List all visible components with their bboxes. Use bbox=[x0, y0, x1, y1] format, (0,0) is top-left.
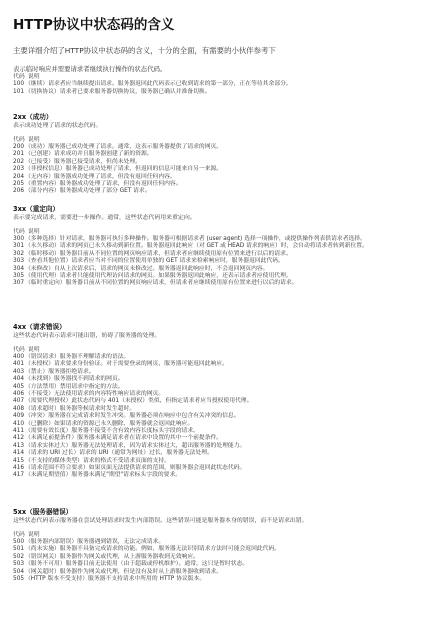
status-description: （查看其他位置）请求者应当对不同的位置使用单独的 GET 请求来检索响应时，服务器返回此代码。 bbox=[25, 258, 284, 265]
status-description: （网关超时）服务器作为网关或代理，但是没有及时从上游服务器收到请求。 bbox=[25, 568, 223, 575]
section-4xx bbox=[13, 323, 433, 480]
status-code: 505 bbox=[13, 576, 25, 583]
code-row bbox=[13, 174, 433, 181]
section-title: 5xx（服务器错误） bbox=[13, 508, 73, 516]
status-code: 101 bbox=[13, 88, 25, 95]
code-row bbox=[13, 398, 433, 405]
code-row bbox=[13, 413, 433, 420]
status-code: 302 bbox=[13, 250, 25, 257]
code-list bbox=[13, 539, 433, 583]
status-code: 410 bbox=[13, 420, 25, 427]
code-row bbox=[13, 450, 433, 457]
section-3xx bbox=[13, 205, 433, 288]
status-code: 408 bbox=[13, 405, 25, 412]
status-description: （临时移动）服务器目前从不同位置的网页响应请求，但请求者应继续使用原有位置来进行以后的请求。 bbox=[25, 250, 292, 257]
status-description: （不接受）无法使用请求的内容特性响应请求的网页。 bbox=[25, 391, 165, 398]
code-row bbox=[13, 458, 433, 465]
status-description: （禁止）服务器拒绝请求。 bbox=[25, 368, 95, 375]
code-list bbox=[13, 236, 433, 288]
intro-text: 表示临时响应并需要请求者继续执行操作的状态代码。 bbox=[13, 65, 167, 73]
section-title: 4xx（请求错误） bbox=[13, 323, 66, 331]
section-description: 表示要完成请求，需要进一步操作。通常，这些状态代码用来重定向。 bbox=[13, 215, 196, 221]
status-description: （服务不可用）服务器目前无法使用（由于超载或停机维护）。通常，这只是暂时状态。 bbox=[25, 561, 249, 568]
status-code: 407 bbox=[13, 398, 25, 405]
section-title: 3xx（重定向） bbox=[13, 205, 60, 213]
code-row bbox=[13, 166, 433, 173]
section-1xx bbox=[13, 74, 433, 96]
status-code: 200 bbox=[13, 143, 25, 150]
code-row bbox=[13, 89, 433, 96]
code-row bbox=[13, 280, 433, 287]
status-description: （切换协议）请求者已要求服务器切换协议，服务器已确认并准备切换。 bbox=[25, 88, 211, 95]
status-description: （继续）请求者应当继续提出请求。服务器返回此代码表示已收到请求的第一部分，正在等待其余部分。 bbox=[25, 81, 292, 88]
code-row bbox=[13, 384, 433, 391]
status-description: （临时重定向）服务器目前从不同位置的网页响应请求，但请求者应继续使用原有位置来进行以后的请求。 bbox=[25, 280, 298, 287]
status-code: 403 bbox=[13, 368, 25, 375]
status-code: 300 bbox=[13, 235, 25, 242]
column-desc-label: 说明 bbox=[27, 136, 40, 143]
status-description: （已创建）请求成功并且服务器创建了新的资源。 bbox=[25, 151, 153, 158]
column-desc-label: 说明 bbox=[27, 346, 40, 353]
status-code: 503 bbox=[13, 561, 25, 568]
column-code-label: 代码 bbox=[13, 346, 25, 353]
code-row bbox=[13, 472, 433, 479]
status-code: 502 bbox=[13, 553, 25, 560]
code-list bbox=[13, 81, 433, 96]
status-code: 205 bbox=[13, 181, 25, 188]
code-list bbox=[13, 354, 433, 480]
status-description: （未找到）服务器找不到请求的网页。 bbox=[25, 376, 124, 383]
status-code: 501 bbox=[13, 546, 25, 553]
status-description: （未满足期望值）服务器未满足"期望"请求标头字段的要求。 bbox=[25, 472, 182, 479]
status-description: （未满足前提条件）服务器未满足请求者在请求中设置的其中一个前提条件。 bbox=[25, 435, 223, 442]
status-description: （尚未实施）服务器不具备完成请求的功能。例如，服务器无法识别请求方法时可能会返回此代码。 bbox=[25, 546, 281, 553]
status-code: 500 bbox=[13, 538, 25, 545]
column-header bbox=[13, 137, 433, 144]
status-code: 411 bbox=[13, 428, 25, 435]
status-description: （不支持的媒体类型）请求的格式不受请求页面的支持。 bbox=[25, 457, 170, 464]
status-code: 204 bbox=[13, 173, 25, 180]
status-code: 417 bbox=[13, 472, 25, 479]
section-description: 表示成功处理了请求的状态代码。 bbox=[13, 123, 102, 129]
status-code: 301 bbox=[13, 243, 25, 250]
status-description: （服务器内部错误）服务器遇到错误，无法完成请求。 bbox=[25, 538, 165, 545]
code-row bbox=[13, 576, 433, 583]
status-code: 416 bbox=[13, 465, 25, 472]
status-code: 203 bbox=[13, 166, 25, 173]
status-code: 401 bbox=[13, 361, 25, 368]
column-desc-label: 说明 bbox=[27, 228, 40, 235]
status-code: 201 bbox=[13, 151, 25, 158]
code-row bbox=[13, 421, 433, 428]
column-code-label: 代码 bbox=[13, 228, 25, 235]
status-description: （冲突）服务器在完成请求时发生冲突。服务器必须在响应中包含有关冲突的信息。 bbox=[25, 413, 240, 420]
column-header bbox=[13, 229, 433, 236]
status-code: 409 bbox=[13, 413, 25, 420]
code-row bbox=[13, 188, 433, 195]
code-row bbox=[13, 151, 433, 158]
status-description: （需要有效长度）服务器不接受不含有效内容长度标头字段的请求。 bbox=[25, 428, 199, 435]
status-description: （使用代理）请求者只能使用代理访问请求的网页。如果服务器返回此响应，还表示请求者应使用代理。 bbox=[25, 273, 292, 280]
status-description: （多种选择）针对请求，服务器可执行多种操作。服务器可根据请求者 (user agent) 选择一项操作，或提供操作列表供请求者选择。 bbox=[25, 235, 366, 242]
status-description: （错误请求）服务器不理解请求的语法。 bbox=[25, 353, 130, 360]
status-code: 406 bbox=[13, 391, 25, 398]
page-subtitle: 主要详细介绍了HTTP协议中状态码的含义，十分的全面，有需要的小伙伴参考下 bbox=[13, 46, 276, 55]
code-row bbox=[13, 361, 433, 368]
status-code: 305 bbox=[13, 273, 25, 280]
column-header bbox=[13, 347, 433, 354]
code-row bbox=[13, 561, 433, 568]
code-row bbox=[13, 569, 433, 576]
status-description: （永久移动）请求的网页已永久移动到新位置。服务器返回此响应（对 GET 或 HEAD 请求的响应）时，会自动将请求者转到新位置。 bbox=[25, 243, 368, 250]
status-description: （已接受）服务器已接受请求，但尚未处理。 bbox=[25, 158, 141, 165]
status-code: 413 bbox=[13, 442, 25, 449]
status-code: 100 bbox=[13, 81, 25, 88]
code-row bbox=[13, 258, 433, 265]
code-row bbox=[13, 243, 433, 250]
status-code: 414 bbox=[13, 450, 25, 457]
code-row bbox=[13, 266, 433, 273]
status-description: （方法禁用）禁用请求中指定的方法。 bbox=[25, 383, 124, 390]
status-description: （请求范围不符合要求）如果页面无法提供请求的范围，则服务器会返回此状态代码。 bbox=[25, 465, 246, 472]
code-list bbox=[13, 144, 433, 196]
column-code-label: 代码 bbox=[13, 74, 25, 80]
status-description: （需要代理授权）此状态代码与 401（未授权）类似，但指定请求者应当授权使用代理。 bbox=[25, 398, 253, 405]
column-code-label: 代码 bbox=[13, 136, 25, 143]
status-description: （未修改）自从上次请求后，请求的网页未修改过。服务器返回此响应时，不会返回网页内容。 bbox=[25, 265, 269, 272]
column-desc-label: 说明 bbox=[27, 531, 40, 538]
column-desc-label: 说明 bbox=[27, 74, 40, 80]
section-5xx bbox=[13, 508, 433, 583]
column-code-label: 代码 bbox=[13, 531, 25, 538]
code-row bbox=[13, 435, 433, 442]
status-description: （未授权）请求要求身份验证。对于需要登录的网页，服务器可能返回此响应。 bbox=[25, 361, 228, 368]
status-code: 307 bbox=[13, 280, 25, 287]
status-description: （错误网关）服务器作为网关或代理，从上游服务器收到无效响应。 bbox=[25, 553, 199, 560]
status-code: 504 bbox=[13, 568, 25, 575]
status-code: 412 bbox=[13, 435, 25, 442]
section-description: 这些状态代码表示服务器在尝试处理请求时发生内部错误。这些错误可能是服务器本身的错误，而不是请求出错。 bbox=[13, 518, 308, 524]
status-code: 304 bbox=[13, 265, 25, 272]
column-header bbox=[13, 532, 433, 539]
status-description: （已删除）如果请求的资源已永久删除，服务器就会返回此响应。 bbox=[25, 420, 194, 427]
status-code: 202 bbox=[13, 158, 25, 165]
status-code: 405 bbox=[13, 383, 25, 390]
status-description: （请求实体过大）服务器无法处理请求，因为请求实体过大，超出服务器的处理能力。 bbox=[25, 442, 246, 449]
status-code: 303 bbox=[13, 258, 25, 265]
status-description: （无内容）服务器成功处理了请求，但没有返回任何内容。 bbox=[25, 173, 176, 180]
status-description: （部分内容）服务器成功处理了部分 GET 请求。 bbox=[25, 188, 151, 195]
status-description: （请求的 URI 过长）请求的 URI（通常为网址）过长，服务器无法处理。 bbox=[25, 450, 213, 457]
code-row bbox=[13, 376, 433, 383]
section-title: 2xx（成功） bbox=[13, 113, 53, 121]
status-description: （HTTP 版本不受支持）服务器不支持请求中所用的 HTTP 协议版本。 bbox=[25, 576, 206, 583]
status-code: 400 bbox=[13, 353, 25, 360]
status-code: 415 bbox=[13, 457, 25, 464]
status-code: 206 bbox=[13, 188, 25, 195]
section-description: 这些状态代码表示请求可能出错，妨碍了服务器的处理。 bbox=[13, 333, 161, 339]
section-2xx bbox=[13, 113, 433, 196]
code-row bbox=[13, 546, 433, 553]
status-description: （重置内容）服务器成功处理了请求，但没有返回任何内容。 bbox=[25, 181, 182, 188]
status-code: 404 bbox=[13, 376, 25, 383]
code-row bbox=[13, 81, 433, 88]
status-description: （成功）服务器已成功处理了请求。通常，这表示服务器提供了请求的网页。 bbox=[25, 143, 223, 150]
page-title: HTTP协议中状态码的含义 bbox=[13, 17, 175, 33]
status-description: （请求超时）服务器等候请求时发生超时。 bbox=[25, 405, 136, 412]
status-description: （非授权信息）服务器已成功处理了请求，但返回的信息可能来自另一来源。 bbox=[25, 166, 223, 173]
